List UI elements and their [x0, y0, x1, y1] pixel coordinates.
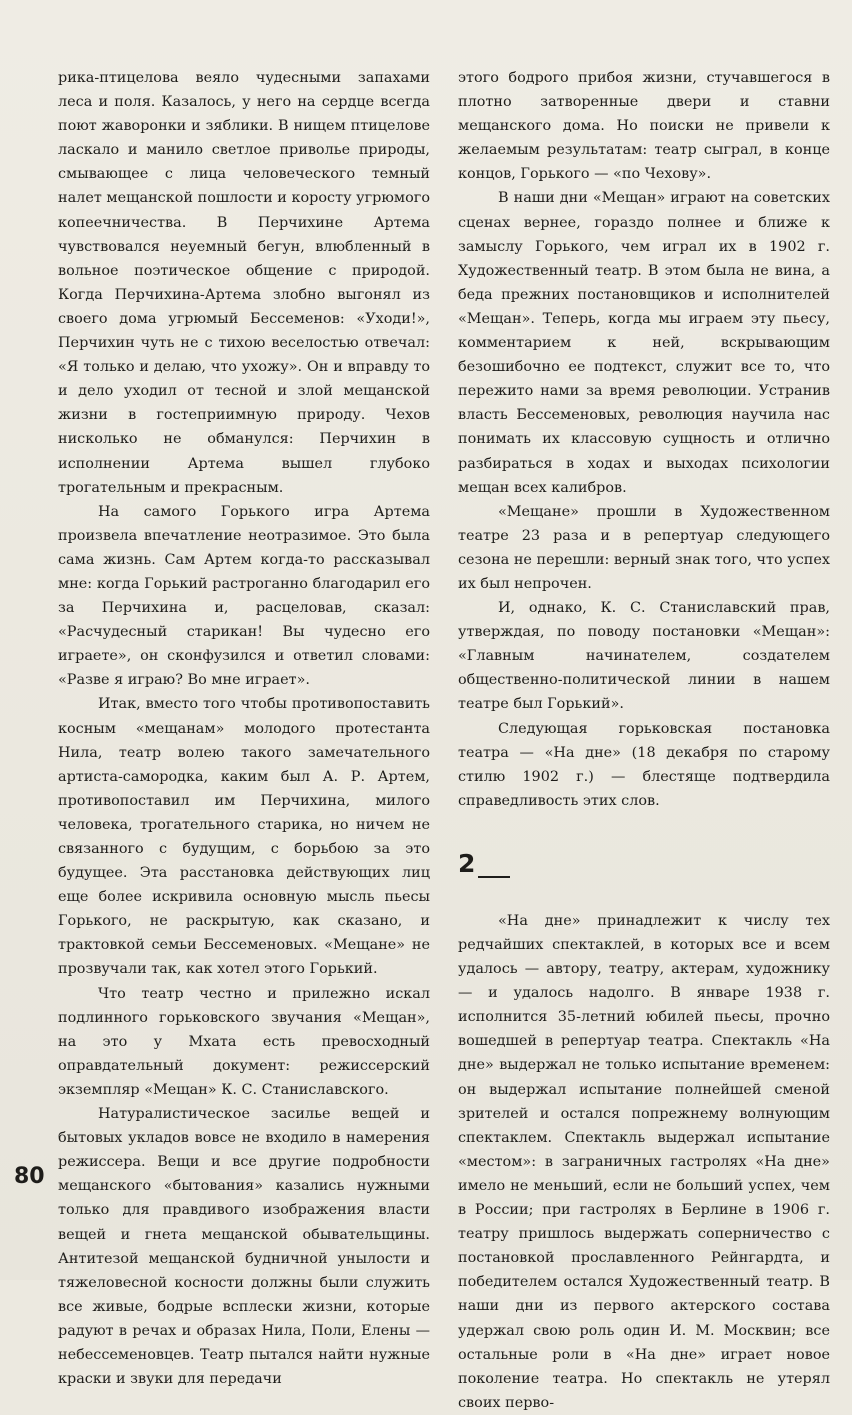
- paragraph: Натуралистическое засилье вещей и бытовых укладов вовсе не входило в намерения режиссера. Вещи и все другие подробности мещанского «бытования» казались нужными только для правдивого изображения власти вещей и гнета мещанской обывательщины. Антитезой мещанской будничной унылости и тяжеловесной косности должны были служить все живые, бодрые всплески жизни, которые радуют в речах и образах Нила, Поли, Елены — небессеменовцев. Театр пытался найти нужные краски и звуки для передачи: [58, 1106, 430, 1388]
- section-rule: [478, 876, 510, 878]
- section-number: 2: [458, 848, 476, 878]
- paragraph: В наши дни «Мещан» играют на советских сценах вернее, гораздо полнее и ближе к замыслу Горького, чем играл их в 1902 г. Художественный театр. В этом была не вина, а беда прежних постановщиков и исполнителей «Мещан». Теперь, когда мы играем эту пьесу, комментарием к ней, вскрывающим безошибочно ее подтекст, служит все то, что пережито нами за время революции. Устранив власть Бессеменовых, революция научила нас понимать их классовую сущность и отлично разбираться в ходах и выходах психологии мещан всех калибров.: [458, 190, 830, 496]
- paragraph: «На дне» принадлежит к числу тех редчайших спектаклей, в которых все и всем удалось — автору, театру, актерам, художнику — и удалось надолго. В январе 1938 г. исполнится 35-летний юбилей пьесы, прочно вошедшей в репертуар театра. Спектакль «На дне» выдержал не только испытание временем: он выдержал испытание полнейшей сменой зрителей и остался попрежнему волнующим спектаклем. Спектакль выдержал испытание «местом»: в заграничных гастролях «На дне» имело не меньший, если не больший успех, чем в России; при гастролях в Берлине в 1906 г. театру пришлось выдержать соперничество с постановкой прославленного Рейнгардта, и победителем остался Художественный театр. В наши дни из первого актерского состава удержал свою роль один И. М. Москвин; все остальные роли в «На дне» играет новое поколение театра. Но спектакль не утерял своих перво-: [458, 912, 830, 1411]
- paragraph: этого бодрого прибоя жизни, стучавшегося в плотно затворенные двери и ставни мещанского дома. Но поиски не привели к желаемым результатам: театр сыграл, в конце концов, Горького — «по Чехову».: [458, 70, 830, 183]
- paragraph: «Мещане» прошли в Художественном театре 23 раза и в репертуар следующего сезона не перешли: верный знак того, что успех их был непрочен.: [458, 503, 830, 592]
- paragraph: Итак, вместо того чтобы противопоставить косным «мещанам» молодого протестанта Нила, театр волею такого замечательного артиста-самородка, каким был А. Р. Артем, противопоставил им Перчихина, милого человека, трогательного старика, но ничем не связанного с будущим, с борьбою за это будущее. Эта расстановка действующих лиц еще более искривила основную мысль пьесы Горького, не раскрытую, как сказано, и трактовкой семьи Бессеменовых. «Мещане» не прозвучали так, как хотел этого Горький.: [58, 696, 430, 978]
- paragraph: На самого Горького игра Артема произвела впечатление неотразимое. Это была сама жизнь. Сам Артем когда-то рассказывал мне: когда Горький растроганно благодарил его за Перчихина и, расцеловав, сказал: «Расчудесный старикан! Вы чудесно его играете», он сконфузился и ответил словами: «Разве я играю? Во мне играет».: [58, 503, 430, 689]
- left-text-column: [58, 66, 430, 1391]
- paragraph: Что театр честно и прилежно искал подлинного горьковского звучания «Мещан», на это у Мхата есть превосходный оправдательный документ: режиссерский экземпляр «Мещан» К. С. Станиславского.: [58, 985, 430, 1098]
- page-number: 80: [14, 1164, 45, 1189]
- paragraph: рика-птицелова веяло чудесными запахами леса и поля. Казалось, у него на сердце всегда поют жаворонки и зяблики. В нищем птицелове ласкало и манило светлое приволье природы, смывающее с лица человеческого темный налет мещанской пошлости и коросту угрюмого копеечничества. В Перчихине Артема чувствовался неуемный бегун, влюбленный в вольное поэтическое общение с природой. Когда Перчихина-Артема злобно выгонял из своего дома угрюмый Бессеменов: «Уходи!», Перчихин чуть не с тихою веселостью отвечал: «Я только и делаю, что ухожу». Он и вправду то и дело уходил от тесной и злой мещанской жизни в гостеприимную природу. Чехов нисколько не обманулся: Перчихин в исполнении Артема вышел глубоко трогательным и прекрасным.: [58, 70, 430, 496]
- paragraph: Следующая горьковская постановка театра — «На дне» (18 декабря по старому стилю 1902 г.) — блестяще подтвердила справедливость этих слов.: [458, 720, 830, 809]
- right-text-column: [458, 66, 830, 1415]
- section-heading: [458, 849, 830, 909]
- paragraph: И, однако, К. С. Станиславский прав, утверждая, по поводу постановки «Мещан»: «Главным начинателем, создателем общественно-политической линии в нашем театре был Горький».: [458, 600, 830, 713]
